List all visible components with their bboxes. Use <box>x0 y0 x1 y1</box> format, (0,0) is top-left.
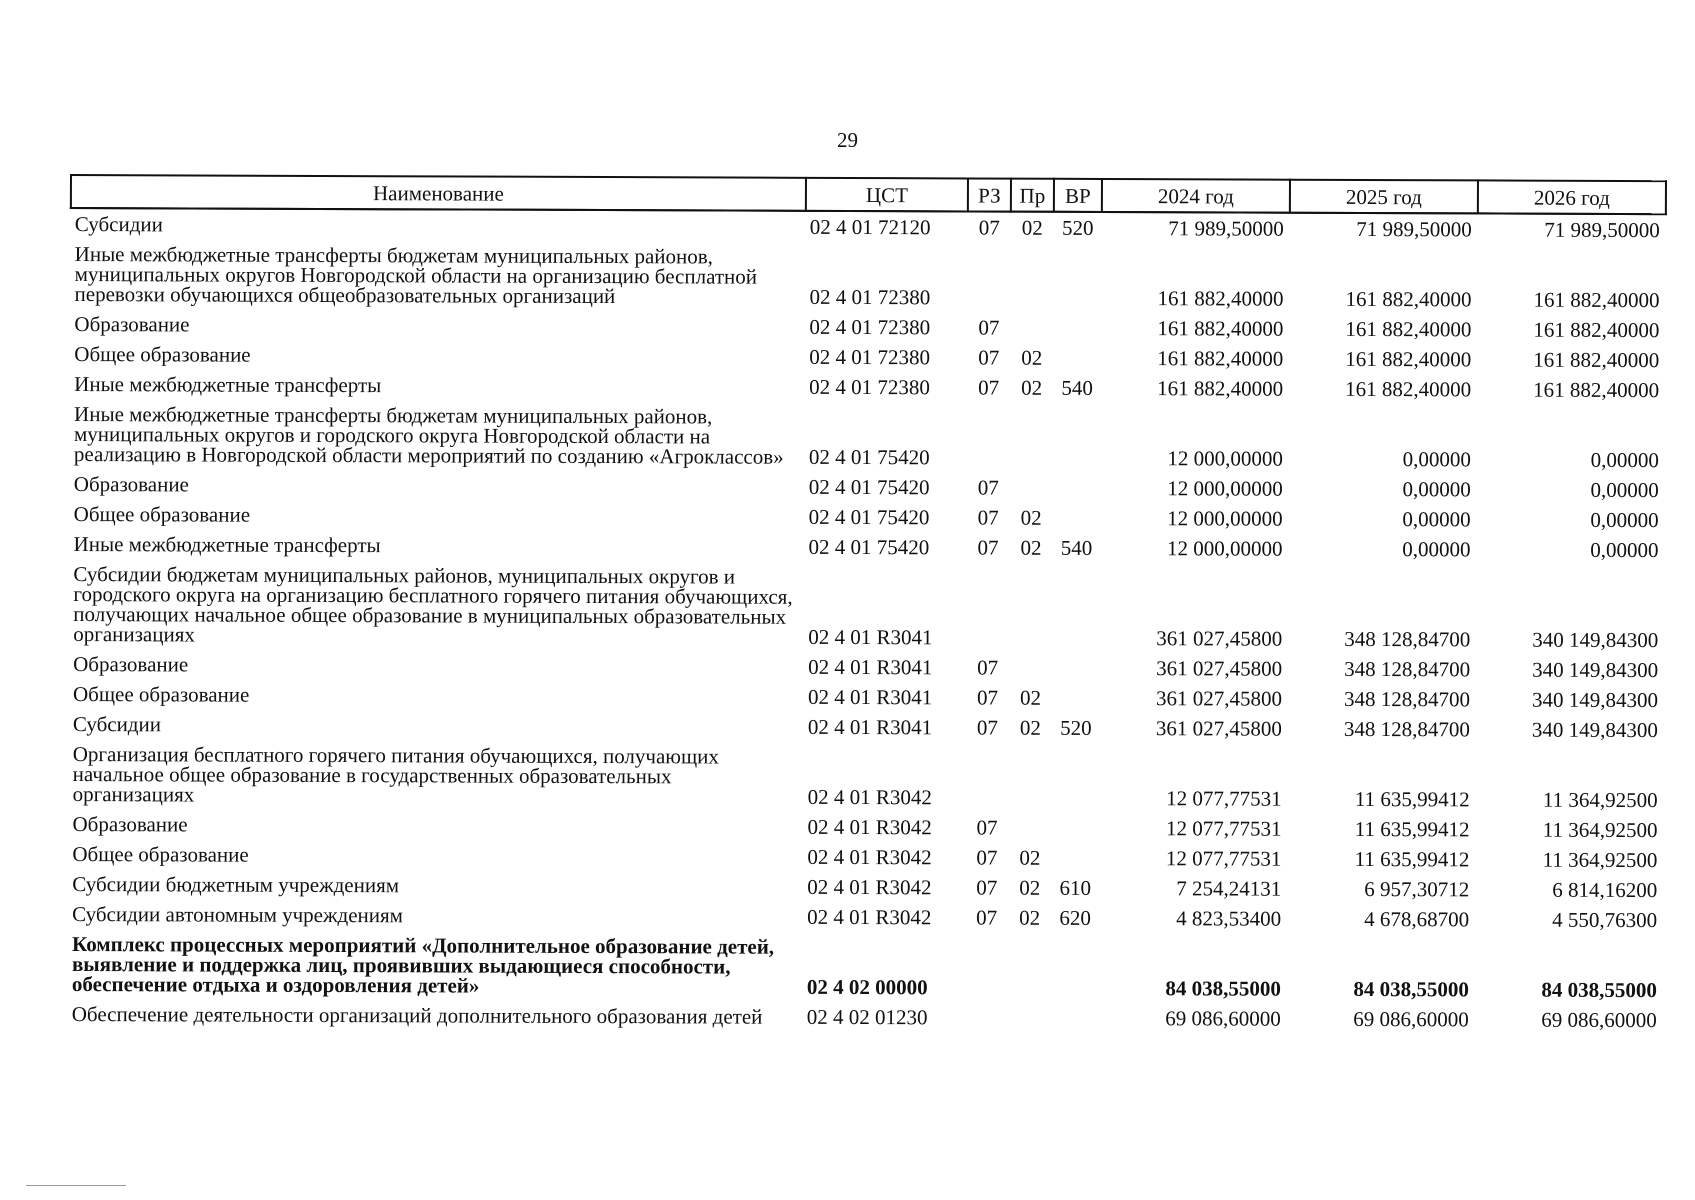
row-value-2025: 71 989,50000 <box>1356 216 1472 242</box>
row-cst: 02 4 01 R3041 <box>808 654 933 680</box>
row-value-2024: 361 027,45800 <box>1156 626 1283 651</box>
row-value-2026: 161 882,40000 <box>1533 377 1660 403</box>
row-value-2025: 348 128,84700 <box>1343 686 1471 712</box>
row-pr: 02 <box>1019 685 1042 710</box>
row-value-2025: 4 678,68700 <box>1364 906 1470 932</box>
row-value-2025: 11 635,99412 <box>1354 846 1470 872</box>
row-value-2024: 69 086,60000 <box>1165 1006 1281 1031</box>
row-value-2026: 340 149,84300 <box>1532 627 1659 653</box>
row-rz: 07 <box>978 345 1000 370</box>
row-cst: 02 4 01 R3042 <box>807 904 932 930</box>
row-cst: 02 4 01 R3042 <box>807 814 932 840</box>
row-pr <box>1010 473 1053 503</box>
row-value-2024: 361 027,45800 <box>1155 716 1282 741</box>
row-cst: 02 4 01 75420 <box>808 474 930 500</box>
row-rz <box>966 742 1009 812</box>
row-name: Иные межбюджетные трансферты <box>74 372 382 398</box>
row-value-2025: 0,00000 <box>1402 507 1471 532</box>
row-rz <box>967 402 1010 472</box>
row-pr <box>1009 743 1052 813</box>
row-value-2026: 0,00000 <box>1590 507 1659 533</box>
row-cst: 02 4 01 R3042 <box>807 784 932 810</box>
row-cst: 02 4 02 00000 <box>806 974 928 1000</box>
row-name: Общее образование <box>73 502 251 527</box>
row-pr: 02 <box>1021 375 1043 400</box>
row-value-2026: 0,00000 <box>1590 447 1659 473</box>
row-vr <box>1051 933 1099 1003</box>
row-rz: 07 <box>977 475 999 500</box>
row-pr: 02 <box>1021 345 1043 370</box>
row-value-2024: 161 882,40000 <box>1157 316 1284 341</box>
row-vr: 520 <box>1062 215 1094 240</box>
header-name: Наименование <box>71 175 806 211</box>
row-pr <box>1009 563 1052 653</box>
row-vr <box>1051 843 1099 873</box>
row-rz: 07 <box>976 815 998 840</box>
row-vr: 520 <box>1060 715 1092 740</box>
row-value-2026: 71 989,50000 <box>1544 217 1660 243</box>
row-cst: 02 4 01 72380 <box>809 284 931 310</box>
row-vr <box>1052 563 1100 653</box>
row-value-2024: 361 027,45800 <box>1156 656 1283 681</box>
row-rz: 07 <box>977 655 999 680</box>
row-value-2026: 0,00000 <box>1590 537 1659 563</box>
row-cst: 02 4 01 72380 <box>809 314 931 340</box>
table-row <box>68 999 1663 1035</box>
row-rz <box>965 932 1008 1002</box>
row-vr: 620 <box>1059 905 1091 930</box>
row-value-2025: 348 128,84700 <box>1343 716 1470 742</box>
row-value-2026: 161 882,40000 <box>1533 317 1660 343</box>
row-name: Образование <box>72 812 188 837</box>
row-pr <box>1010 313 1053 343</box>
row-rz: 07 <box>976 715 998 740</box>
row-vr <box>1053 243 1101 313</box>
row-value-2024: 12 077,77531 <box>1165 816 1282 841</box>
table-row <box>68 929 1663 1005</box>
row-value-2025: 0,00000 <box>1402 537 1471 562</box>
row-vr <box>1052 653 1100 683</box>
header-2024: 2024 год <box>1102 179 1290 213</box>
row-pr <box>1008 1003 1051 1033</box>
row-name: Субсидии бюджетным учреждениям <box>72 872 400 898</box>
row-name: Субсидии бюджетам муниципальных районов, муниципальных округов и городского округа на организацию бесплатного горячего питания обучающихся, получающих начальное общее образование в муниципальных образовательных организациях <box>73 562 793 647</box>
row-name: Образование <box>73 652 189 677</box>
row-name: Иные межбюджетные трансферты <box>73 532 381 558</box>
table-row <box>70 399 1665 475</box>
row-value-2025: 348 128,84700 <box>1344 656 1471 682</box>
row-value-2026: 84 038,55000 <box>1541 977 1657 1003</box>
row-name: Иные межбюджетные трансферты бюджетам муниципальных районов, муниципальных округов и городского округа Новгородской области на реализацию в Новгородской области мероприятий по созданию «Агроклассов» <box>73 402 784 469</box>
row-value-2025: 161 882,40000 <box>1345 376 1472 402</box>
row-vr <box>1052 683 1100 713</box>
header-vr: ВР <box>1054 179 1102 212</box>
row-name: Комплекс процессных мероприятий «Дополнительное образование детей, выявление и поддержка лиц, проявивших выдающиеся способности, обеспечение отдыха и оздоровления детей» <box>71 932 775 998</box>
row-value-2025: 11 635,99412 <box>1354 816 1470 842</box>
table-row <box>70 239 1665 315</box>
header-cst: ЦСТ <box>806 178 968 212</box>
table-row <box>69 559 1664 655</box>
row-cst: 02 4 02 01230 <box>806 1004 928 1030</box>
row-rz: 07 <box>978 315 1000 340</box>
row-name: Общее образование <box>72 682 250 707</box>
row-rz: 07 <box>977 535 999 560</box>
row-name: Обеспечение деятельности организаций дополнительного образования детей <box>71 1002 763 1029</box>
row-value-2026: 11 364,92500 <box>1542 787 1658 813</box>
row-name: Организация бесплатного горячего питания обучающихся, получающих начальное общее образование в государственных образовательных организациях <box>72 742 719 807</box>
row-vr: 540 <box>1061 375 1093 400</box>
budget-table <box>67 174 1667 1035</box>
row-cst: 02 4 01 75420 <box>808 504 930 530</box>
row-value-2026: 0,00000 <box>1590 477 1659 503</box>
row-vr <box>1051 813 1099 843</box>
row-pr: 02 <box>1021 215 1043 240</box>
row-name: Образование <box>74 312 190 337</box>
row-vr <box>1053 473 1101 503</box>
row-pr: 02 <box>1020 505 1042 530</box>
row-rz: 07 <box>978 375 1000 400</box>
row-value-2026: 69 086,60000 <box>1541 1007 1657 1033</box>
row-vr: 540 <box>1060 535 1093 560</box>
row-value-2025: 0,00000 <box>1402 447 1471 472</box>
row-name: Субсидии <box>72 712 162 737</box>
row-value-2025: 69 086,60000 <box>1353 1006 1469 1032</box>
row-value-2025: 348 128,84700 <box>1344 626 1471 652</box>
row-cst: 02 4 01 R3041 <box>807 684 933 710</box>
row-cst: 02 4 01 75420 <box>808 534 930 560</box>
row-value-2026: 161 882,40000 <box>1533 347 1660 373</box>
row-value-2025: 161 882,40000 <box>1345 346 1472 372</box>
row-value-2025: 11 635,99412 <box>1354 786 1470 812</box>
row-name: Иные межбюджетные трансферты бюджетам муниципальных районов, муниципальных округов Новгородской области на организацию бесплатной перевозки обучающихся общеобразовательных организаций <box>74 242 758 309</box>
row-cst: 02 4 01 R3042 <box>807 874 932 900</box>
header-pr: Пр <box>1011 179 1054 212</box>
row-vr: 610 <box>1059 875 1092 900</box>
row-rz: 07 <box>976 875 998 900</box>
row-value-2024: 7 254,24131 <box>1176 876 1282 901</box>
scan-artifact-line <box>26 1185 126 1186</box>
row-value-2024: 161 882,40000 <box>1157 346 1284 371</box>
row-rz: 07 <box>976 845 998 870</box>
row-value-2024: 12 077,77531 <box>1166 786 1282 811</box>
row-name: Общее образование <box>74 342 251 367</box>
row-value-2024: 84 038,55000 <box>1165 976 1281 1001</box>
row-value-2026: 340 149,84300 <box>1531 687 1659 713</box>
table-body <box>68 208 1666 1035</box>
row-pr: 02 <box>1020 535 1042 560</box>
row-pr: 02 <box>1019 905 1041 930</box>
row-pr <box>1009 653 1052 683</box>
row-value-2026: 11 364,92500 <box>1542 817 1658 843</box>
row-value-2026: 6 814,16200 <box>1552 877 1658 903</box>
row-value-2026: 4 550,76300 <box>1552 907 1658 933</box>
row-name: Субсидии <box>74 212 163 237</box>
row-pr <box>1010 403 1053 473</box>
budget-table-wrapper <box>67 174 1666 1035</box>
row-name: Образование <box>73 472 189 497</box>
row-value-2026: 11 364,92500 <box>1542 847 1658 873</box>
row-rz <box>966 562 1009 652</box>
row-pr: 02 <box>1019 875 1041 900</box>
row-pr <box>1010 243 1053 313</box>
row-cst: 02 4 01 R3042 <box>807 844 932 870</box>
row-pr: 02 <box>1019 715 1041 740</box>
row-cst: 02 4 01 75420 <box>808 444 930 470</box>
row-value-2025: 0,00000 <box>1402 477 1471 502</box>
row-rz: 07 <box>976 685 999 710</box>
row-cst: 02 4 01 72120 <box>809 214 931 240</box>
row-value-2025: 161 882,40000 <box>1345 316 1472 342</box>
table-row <box>69 739 1664 815</box>
row-vr <box>1051 1003 1099 1033</box>
row-pr <box>1008 933 1051 1003</box>
row-value-2024: 4 823,53400 <box>1176 906 1282 931</box>
header-2025: 2025 год <box>1290 180 1478 214</box>
row-value-2024: 12 000,00000 <box>1167 446 1283 471</box>
row-value-2026: 340 149,84300 <box>1531 717 1658 743</box>
row-value-2025: 161 882,40000 <box>1345 286 1472 312</box>
row-pr <box>1008 813 1051 843</box>
row-rz <box>967 242 1010 312</box>
row-rz: 07 <box>976 905 998 930</box>
row-rz: 07 <box>978 215 1000 240</box>
row-vr <box>1053 403 1101 473</box>
row-value-2024: 12 000,00000 <box>1167 476 1283 501</box>
row-vr <box>1053 343 1101 373</box>
row-value-2024: 361 027,45800 <box>1155 686 1283 711</box>
row-value-2024: 71 989,50000 <box>1168 216 1284 241</box>
row-pr: 02 <box>1019 845 1041 870</box>
row-value-2024: 161 882,40000 <box>1157 286 1284 311</box>
row-value-2025: 84 038,55000 <box>1353 976 1469 1002</box>
row-name: Субсидии автономным учреждениям <box>72 902 404 928</box>
row-vr <box>1052 743 1100 813</box>
row-value-2026: 161 882,40000 <box>1533 287 1660 313</box>
row-value-2026: 340 149,84300 <box>1532 657 1659 683</box>
row-cst: 02 4 01 R3041 <box>808 624 933 650</box>
header-rz: РЗ <box>968 178 1011 211</box>
row-value-2025: 6 957,30712 <box>1364 876 1470 902</box>
row-vr <box>1053 503 1101 533</box>
row-vr <box>1053 313 1101 343</box>
row-value-2024: 12 000,00000 <box>1167 536 1283 561</box>
row-name: Общее образование <box>72 842 249 867</box>
page-number: 29 <box>837 128 858 152</box>
header-2026: 2026 год <box>1478 180 1666 214</box>
row-cst: 02 4 01 R3041 <box>807 714 933 740</box>
row-rz: 07 <box>977 505 999 530</box>
row-cst: 02 4 01 72380 <box>809 374 930 400</box>
row-value-2024: 161 882,40000 <box>1157 376 1284 401</box>
row-value-2024: 12 000,00000 <box>1167 506 1283 531</box>
row-rz <box>965 1002 1008 1032</box>
row-value-2024: 12 077,77531 <box>1165 846 1282 871</box>
row-cst: 02 4 01 72380 <box>809 344 931 370</box>
